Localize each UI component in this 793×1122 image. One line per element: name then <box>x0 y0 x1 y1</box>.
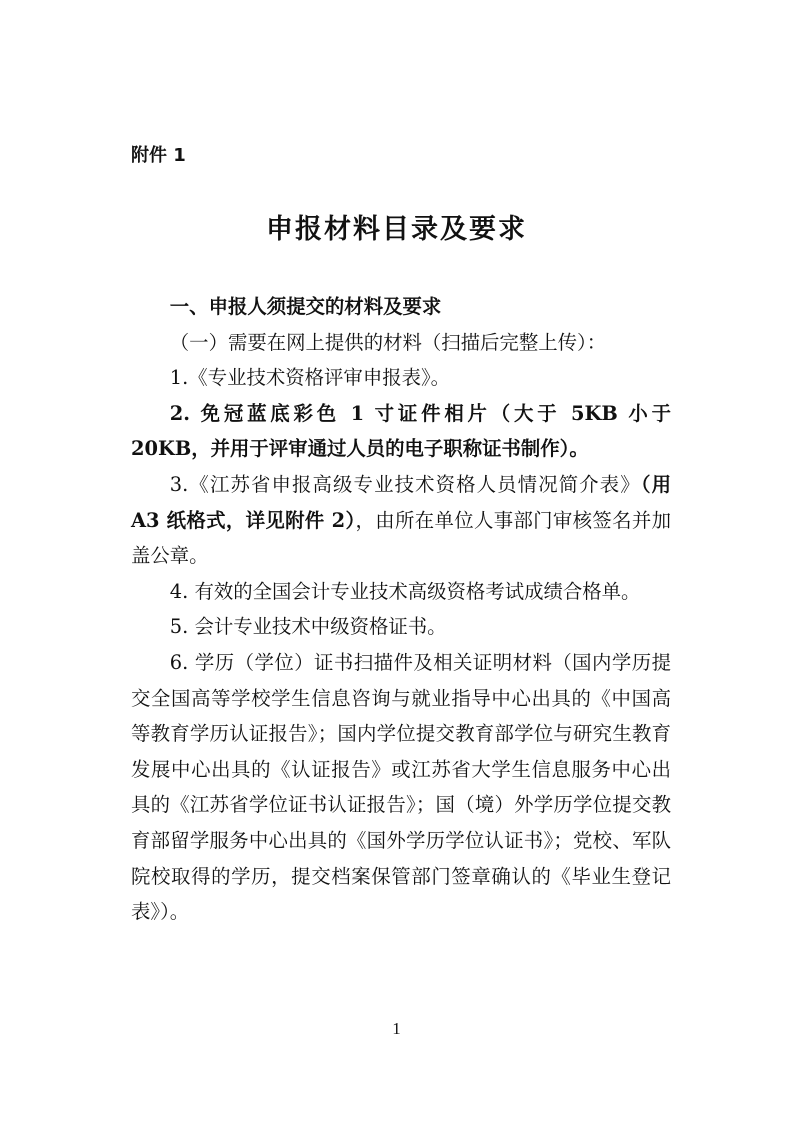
document-body <box>131 289 671 930</box>
list-item-3-bold: （用 A3 纸格式，详见附件 2） <box>131 472 671 532</box>
list-item-3-tail: ，由所在单位人事部门审核签名并加盖公章。 <box>131 508 671 568</box>
list-item-3-lead: 3.《江苏省申报高级专业技术资格人员情况简介表》 <box>169 472 641 496</box>
list-item-1: 1.《专业技术资格评审申报表》。 <box>169 366 451 390</box>
list-item-3 <box>131 467 671 574</box>
subsection-heading: （一）需要在网上提供的材料（扫描后完整上传）： <box>169 330 607 354</box>
attachment-label: 附件 1 <box>131 145 186 166</box>
section-heading: 一、申报人须提交的材料及要求 <box>169 295 442 318</box>
list-item-4: 4. 有效的全国会计专业技术高级资格考试成绩合格单。 <box>169 579 641 603</box>
list-item-6: 6. 学历（学位）证书扫描件及相关证明材料（国内学历提交全国高等学校学生信息咨询与就业指导中心出具的《中国高等教育学历认证报告》；国内学位提交教育部学位与研究生教育发展中心出具的《认证报告》或江苏省大学生信息服务中心出具的《江苏省学位证书认证报告》；国（境）外学历学位提交教育部留学服务中心出具的《国外学历学位认证书》；党校、军队院校取得的学历，提交档案保管部门签章确认的《毕业生登记表》）。 <box>131 650 671 924</box>
list-item-5: 5. 会计专业技术中级资格证书。 <box>169 615 447 639</box>
page-title: 申报材料目录及要求 <box>266 214 527 245</box>
list-item-2: 2. 免冠蓝底彩色 1 寸证件相片（大于 5KB 小于 20KB，并用于评审通过人员的电子职称证书制作）。 <box>131 401 671 461</box>
page-number: 1 <box>392 1019 401 1038</box>
